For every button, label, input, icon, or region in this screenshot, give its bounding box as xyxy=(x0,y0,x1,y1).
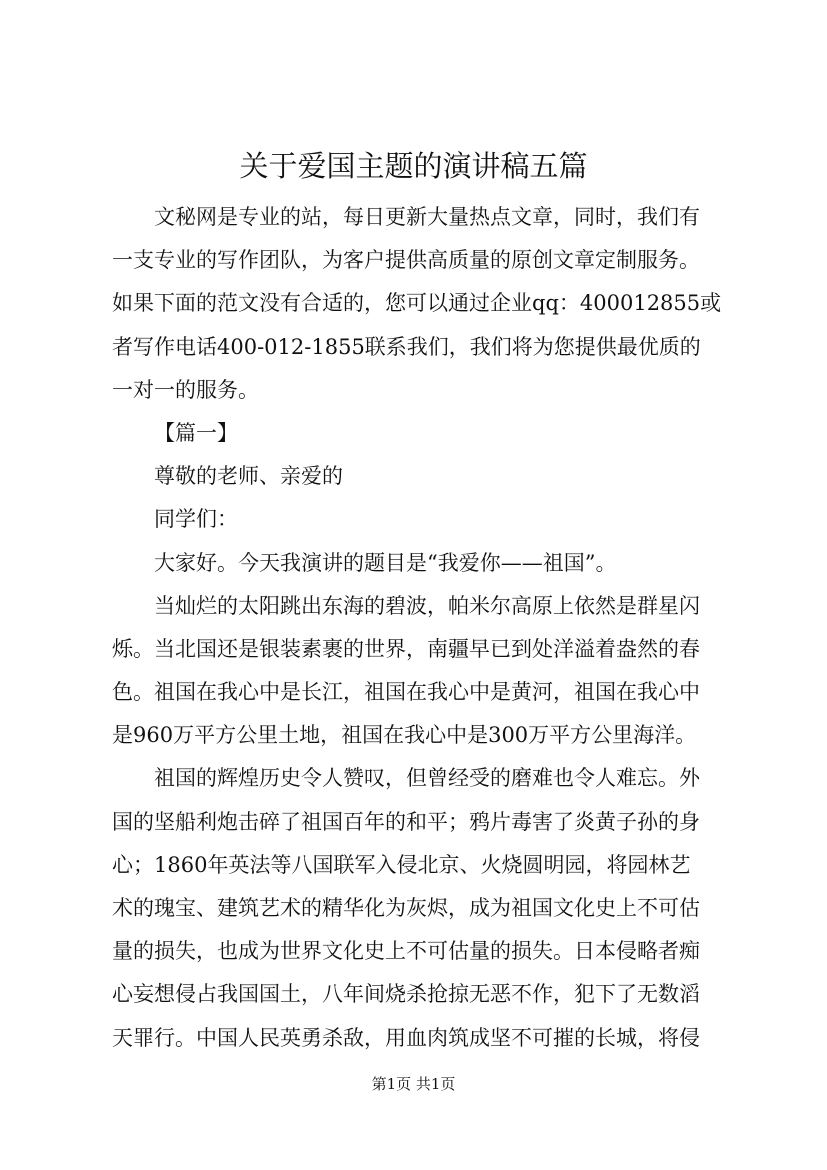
body-line: 烁。当北国还是银装素裹的世界，南疆早已到处洋溢着盎然的春 xyxy=(112,636,700,661)
body-line: 当灿烂的太阳跳出东海的碧波，帕米尔高原上依然是群星闪 xyxy=(154,593,700,618)
page-footer: 第1页 共1页 xyxy=(371,1075,456,1093)
body-line: 国的坚船利炮击碎了祖国百年的和平；鸦片毒害了炎黄子孙的身 xyxy=(112,809,700,834)
body-line: 如果下面的范文没有合适的，您可以通过企业qq：400012855或 xyxy=(112,291,722,316)
body-line: 色。祖国在我心中是长江，祖国在我心中是黄河，祖国在我心中 xyxy=(112,680,700,705)
document-title: 关于爱国主题的演讲稿五篇 xyxy=(239,149,588,183)
body-line: 术的瑰宝、建筑艺术的精华化为灰烬，成为祖国文化史上不可估 xyxy=(112,896,700,920)
body-line: 量的损失，也成为世界文化史上不可估量的损失。日本侵略者痴 xyxy=(112,939,700,964)
body-line: 心妄想侵占我国国土，八年间烧杀抢掠无恶不作，犯下了无数滔 xyxy=(112,982,700,1007)
body-line: 文秘网是专业的站，每日更新大量热点文章，同时，我们有 xyxy=(154,205,700,229)
body-line: 天罪行。中国人民英勇杀敌，用血肉筑成坚不可摧的长城，将侵 xyxy=(112,1025,700,1050)
body-line: 大家好。今天我演讲的题目是“我爱你——祖国”。 xyxy=(154,550,617,575)
document-body xyxy=(112,196,730,1060)
salutation-line: 尊敬的老师、亲爱的 xyxy=(154,464,343,489)
body-line: 者写作电话400-012-1855联系我们，我们将为您提供最优质的 xyxy=(112,334,701,359)
body-line: 心；1860年英法等八国联军入侵北京、火烧圆明园，将园林艺 xyxy=(112,852,691,877)
body-line: 一对一的服务。 xyxy=(112,377,259,402)
body-line: 祖国的辉煌历史令人赞叹，但曾经受的磨难也令人难忘。外 xyxy=(154,766,700,791)
section-heading: 【篇一】 xyxy=(154,420,238,445)
salutation-line: 同学们： xyxy=(154,507,238,532)
body-line: 一支专业的写作团队，为客户提供高质量的原创文章定制服务。 xyxy=(112,248,700,273)
body-line: 是960万平方公里土地，祖国在我心中是300万平方公里海洋。 xyxy=(112,723,697,748)
